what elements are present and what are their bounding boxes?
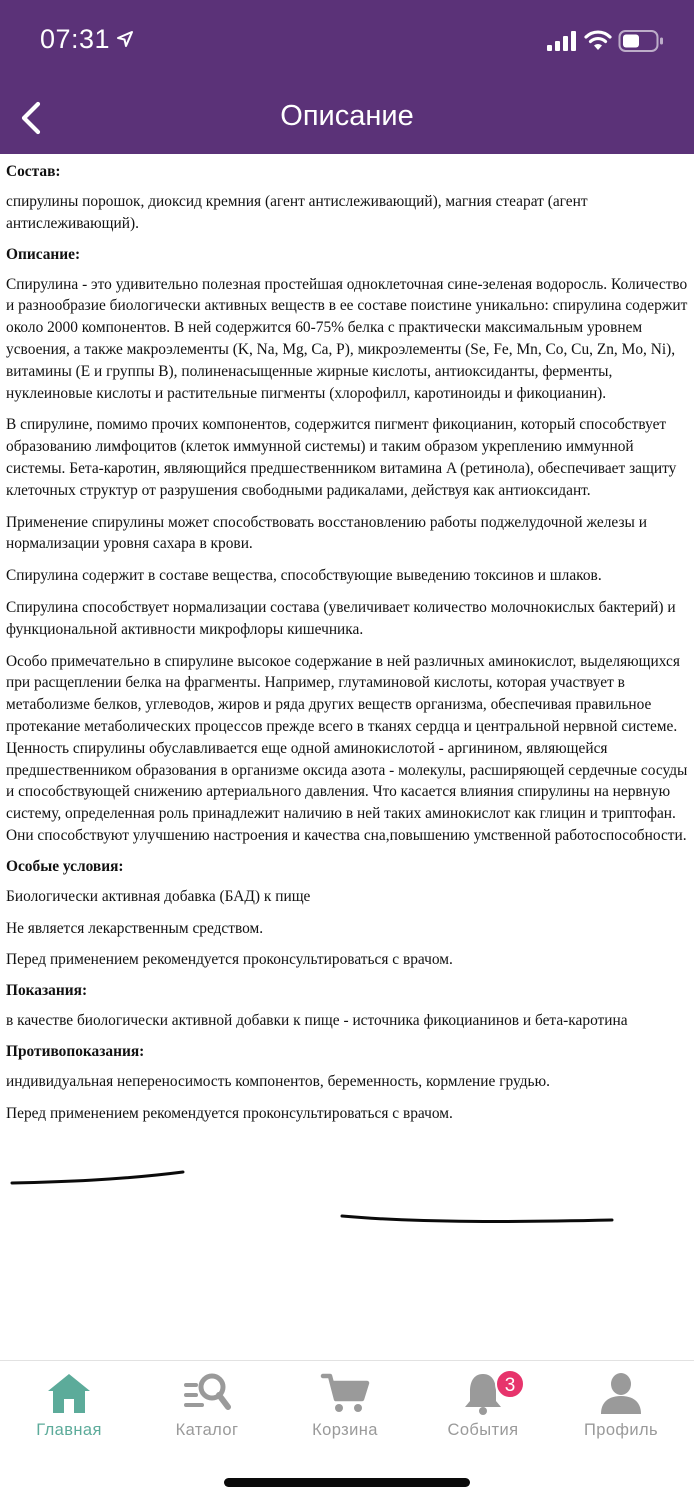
description-paragraph: В спирулине, помимо прочих компонентов, содержится пигмент фикоцианин, который способствует образованию лимфоцитов (клеток иммунной системы) и таким образом укреплению иммунной системы. Бета-каротин, являющийся предшественником витамина A (ретинола), обеспечивает защиту клеточных структур от разрушения свободными радикалами, действуя как антиоксидант. (6, 416, 677, 499)
contraindications-item: Перед применением рекомендуется проконсультироваться с врачом. (6, 1104, 453, 1122)
special-conditions-heading: Особые условия: (6, 857, 124, 875)
tab-profile-label: Профиль (583, 1421, 659, 1439)
navigation-bar (0, 86, 694, 154)
profile-icon (596, 1371, 646, 1415)
indications-heading: Показания: (6, 982, 88, 1000)
tab-cart[interactable] (276, 1361, 414, 1457)
tab-catalog[interactable] (138, 1361, 276, 1457)
contraindications-heading: Противопоказания: (6, 1042, 145, 1060)
page-title: Описание (280, 100, 414, 132)
composition-heading: Состав: (6, 163, 61, 180)
tab-cart-label: Корзина (312, 1421, 378, 1439)
description-paragraph: Спирулина способствует нормализации состава (увеличивает количество молочнокислых бактерий) и функциональной активности микрофлоры кишечника. (6, 598, 676, 638)
description-paragraph: Применение спирулины может способствовать восстановлению работы поджелудочной железы и нормализации уровня сахара в крови. (6, 513, 647, 553)
home-indicator[interactable] (224, 1478, 470, 1487)
wifi-icon (584, 28, 612, 52)
special-conditions-item: Не является лекарственным средством. (6, 919, 264, 937)
description-content (6, 154, 690, 1135)
tab-catalog-label: Каталог (175, 1421, 239, 1439)
contraindications-item: индивидуальная непереносимость компонентов, беременность, кормление грудью. (6, 1072, 550, 1090)
special-conditions-item: Биологически активная добавка (БАД) к пище (6, 887, 311, 905)
cellular-signal-icon (546, 30, 578, 52)
catalog-search-icon (182, 1371, 232, 1415)
app-header (0, 0, 694, 154)
cart-icon (320, 1371, 370, 1415)
indications-text: в качестве биологически активной добавки к пище - источника фикоцианинов и бета-каротина (6, 1012, 628, 1030)
description-paragraph: Спирулина содержит в составе вещества, способствующие выведению токсинов и шлаков. (6, 567, 602, 585)
location-arrow-icon (116, 30, 134, 48)
tab-home-label: Главная (36, 1421, 102, 1439)
tab-home[interactable] (0, 1361, 138, 1457)
status-bar (0, 0, 694, 86)
description-paragraph: Особо примечательно в спирулине высокое содержание в ней различных аминокислот, выделяющихся при расщеплении белка на фрагменты. Например, глутаминовой кислоты, которая участвует в метаболизме белков, углеводов, жиров и ряда других веществ организма, обеспечивая правильное протекание метаболических процессов прежде всего в тканях сердца и центральной нервной системе. Ценность спирулины обуславливается еще одной аминокислотой - аргинином, являющейся предшественником образования в организме оксида азота - молекулы, расширяющей сердечные сосуды и способствующей снижению артериального давления. Что касается влияния спирулины на нервную систему, определенная роль принадлежит наличию в ней таких аминокислот как глицин и триптофан. Они способствуют улучшению настроения и качества сна,повышению умственной работоспособности. (6, 652, 688, 844)
battery-icon (618, 29, 664, 53)
handwritten-underline-mark (0, 1150, 694, 1230)
special-conditions-item: Перед применением рекомендуется проконсультироваться с врачом. (6, 951, 453, 969)
events-badge: 3 (495, 1369, 525, 1399)
tab-profile[interactable] (552, 1361, 690, 1457)
tab-events-label: События (447, 1421, 519, 1439)
description-heading: Описание: (6, 245, 81, 263)
home-icon (44, 1371, 94, 1415)
status-time: 07:31 (40, 24, 111, 54)
tab-events[interactable] (414, 1361, 552, 1457)
description-paragraph: Спирулина - это удивительно полезная простейшая одноклеточная сине-зеленая водоросль. Количество и разнообразие биологически активных веществ в ее составе поистине уникально: спирулина содержит около 2000 компонентов. В ней содержится 60-75% белка с практически максимальным уровнем усвоения, а также макроэлементы (K, Na, Mg, Ca, P), микроэлементы (Se, Fe, Mn, Co, Cu, Zn, Mo, Ni), витамины (E и группы B), полиненасыщенные жирные кислоты, антиоксиданты, ферменты, нуклеиновые кислоты и растительные пигменты (хлорофилл, каротиноиды и фикоцианин). (6, 275, 688, 402)
composition-text: спирулины порошок, диоксид кремния (агент антислеживающий), магния стеарат (агент антислеживающий). (6, 193, 588, 232)
